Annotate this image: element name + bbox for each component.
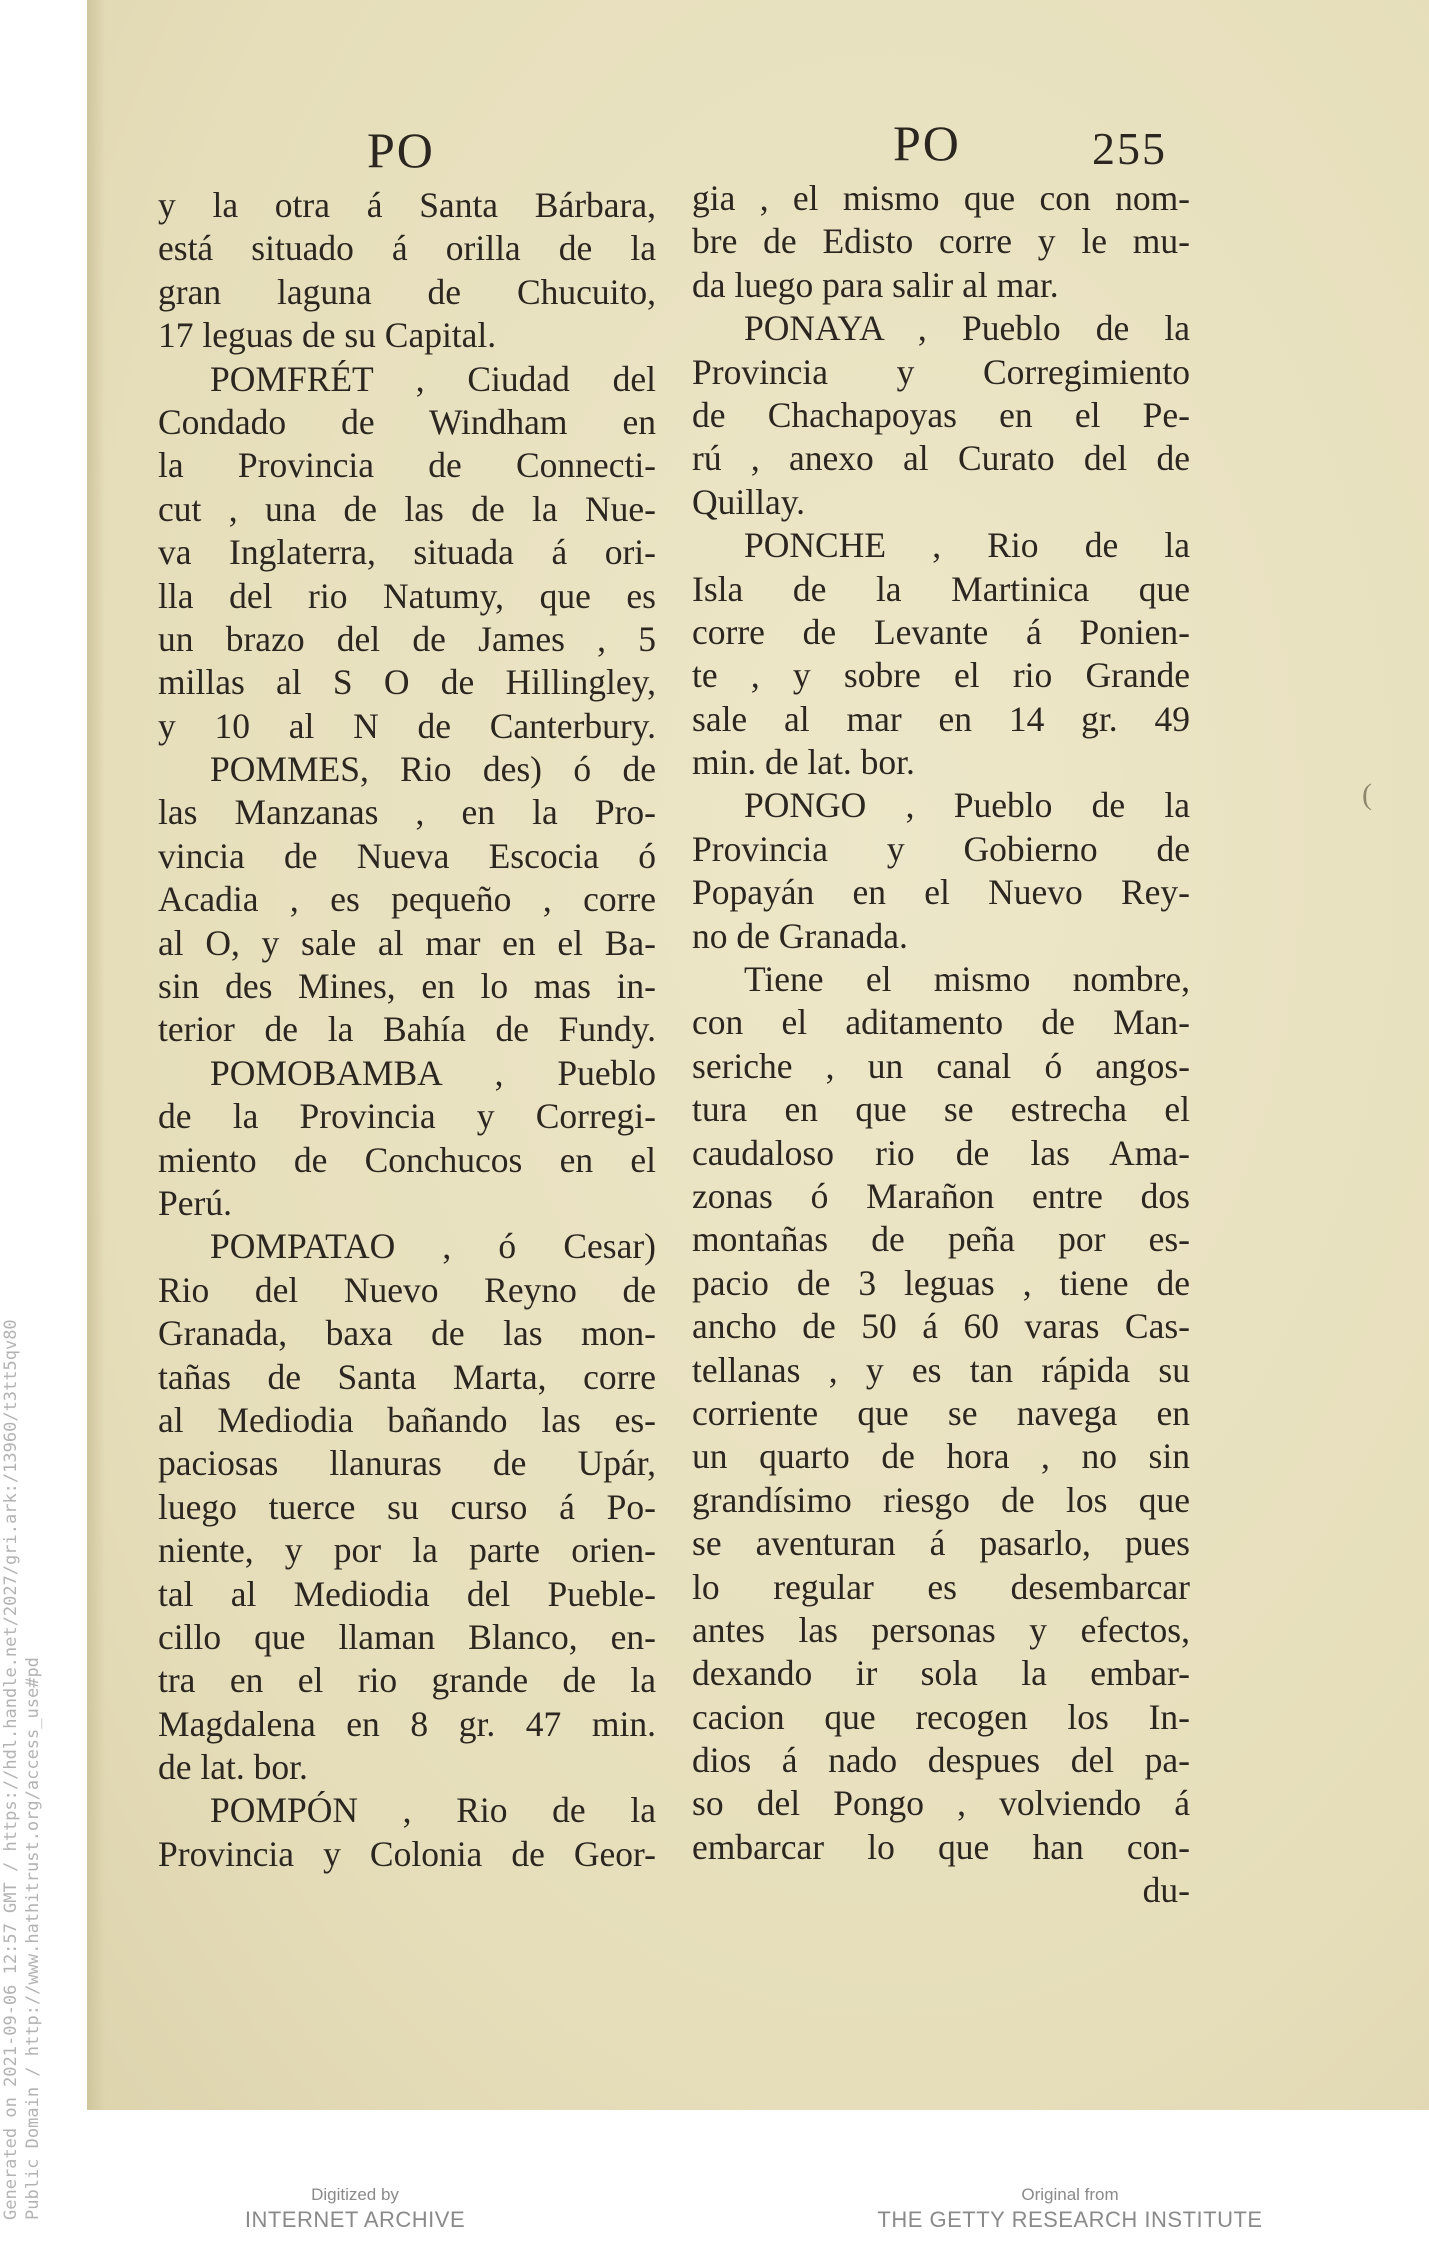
text-line: gran laguna de Chucuito,: [158, 271, 656, 312]
footer-internet-archive: INTERNET ARCHIVE: [244, 2207, 466, 2232]
footer-original-from: [850, 2184, 1290, 2234]
text-line: terior de la Bahía de Fundy.: [158, 1009, 656, 1050]
footer-digitized-by: [230, 2184, 480, 2234]
text-line: montañas de peña por es-: [692, 1219, 1190, 1260]
entry-heading-line: PONAYA , Pueblo de la: [744, 308, 1190, 349]
text-line: Condado de Windham en: [158, 401, 656, 442]
text-line: dexando ir sola la embar-: [692, 1653, 1190, 1694]
gutter-shadow: [87, 0, 105, 2110]
entry-heading-line: PONGO , Pueblo de la: [744, 785, 1190, 826]
text-line: corre de Levante á Ponien-: [692, 611, 1190, 652]
entry-heading-line: POMMES, Rio des) ó de: [210, 749, 656, 790]
text-line: grandísimo riesgo de los que: [692, 1479, 1190, 1520]
text-line: no de Granada.: [692, 915, 908, 956]
text-line: gia , el mismo que con nom-: [692, 178, 1190, 218]
text-line: so del Pongo , volviendo á: [692, 1783, 1190, 1824]
footer-original-label: Original from: [1021, 2185, 1119, 2204]
entry-heading-line: POMPÓN , Rio de la: [210, 1790, 656, 1831]
text-line: lla del rio Natumy, que es: [158, 575, 656, 616]
text-line: Isla de la Martinica que: [692, 568, 1190, 609]
text-line: cillo que llaman Blanco, en-: [158, 1616, 656, 1657]
text-line: de Chachapoyas en el Pe-: [692, 394, 1190, 435]
text-line: pacio de 3 leguas , tiene de: [692, 1262, 1190, 1303]
text-line: de la Provincia y Corregi-: [158, 1096, 656, 1137]
text-line: embarcar lo que han con-: [692, 1826, 1190, 1867]
text-line: dios á nado despues del pa-: [692, 1740, 1190, 1781]
text-line: al O, y sale al mar en el Ba-: [158, 922, 656, 963]
hathitrust-stamp: [0, 1319, 44, 2220]
footer-getty: THE GETTY RESEARCH INSTITUTE: [877, 2207, 1263, 2232]
text-line: está situado á orilla de la: [158, 228, 656, 269]
text-line: sin des Mines, en lo mas in-: [158, 966, 656, 1007]
text-line: Perú.: [158, 1182, 232, 1223]
entry-heading-line: POMOBAMBA , Pueblo: [210, 1052, 656, 1093]
text-line: tañas de Santa Marta, corre: [158, 1356, 656, 1397]
text-line: un brazo del de James , 5: [158, 618, 656, 659]
text-line: cut , una de las de la Nue-: [158, 488, 656, 529]
text-line: corriente que se navega en: [692, 1392, 1190, 1433]
text-line: Quillay.: [692, 481, 806, 522]
text-line: 17 leguas de su Capital.: [158, 315, 497, 356]
text-line: miento de Conchucos en el: [158, 1139, 656, 1180]
text-line: lo regular es desembarcar: [692, 1566, 1190, 1607]
stamp-line-1: Generated on 2021-09-06 12:57 GMT / https://hdl.handle.net/2027/gri.ark:/13960/t3tt5qv80: [1, 1319, 21, 2220]
footer-digitized-label: Digitized by: [311, 2185, 399, 2204]
text-line: tal al Mediodia del Pueble-: [158, 1573, 656, 1614]
text-line: sale al mar en 14 gr. 49: [692, 698, 1190, 739]
text-line: se aventuran á pasarlo, pues: [692, 1523, 1190, 1564]
left-column: [158, 184, 656, 1876]
paper-mark: (: [1362, 778, 1372, 811]
text-line: Magdalena en 8 gr. 47 min.: [158, 1703, 656, 1744]
stamp-line-2: Public Domain / http://www.hathitrust.org/access_use#pd: [23, 1657, 43, 2220]
right-column: [692, 177, 1190, 1913]
text-line: luego tuerce su curso á Po-: [158, 1486, 656, 1527]
text-line: Granada, baxa de las mon-: [158, 1313, 656, 1354]
text-line: tura en que se estrecha el: [692, 1089, 1190, 1130]
entry-heading-line: POMFRÉT , Ciudad del: [210, 358, 656, 399]
text-line: tellanas , y es tan rápida su: [692, 1349, 1190, 1390]
catchword: du-: [1142, 1870, 1190, 1911]
text-line: vincia de Nueva Escocia ó: [158, 835, 656, 876]
text-line: rú , anexo al Curato del de: [692, 438, 1190, 479]
text-line: Rio del Nuevo Reyno de: [158, 1269, 656, 1310]
text-line: da luego para salir al mar.: [692, 264, 1059, 305]
text-line: bre de Edisto corre y le mu-: [692, 221, 1190, 262]
text-line: de lat. bor.: [158, 1747, 308, 1788]
text-line: antes las personas y efectos,: [692, 1609, 1190, 1650]
text-line: al Mediodia bañando las es-: [158, 1399, 656, 1440]
text-line: tra en el rio grande de la: [158, 1660, 656, 1701]
text-line: cacion que recogen los In-: [692, 1696, 1190, 1737]
text-line: caudaloso rio de las Ama-: [692, 1132, 1190, 1173]
text-line: paciosas llanuras de Upár,: [158, 1443, 656, 1484]
text-line: las Manzanas , en la Pro-: [158, 792, 656, 833]
text-line: seriche , un canal ó angos-: [692, 1045, 1190, 1086]
text-line: millas al S O de Hillingley,: [158, 662, 656, 703]
text-line: Acadia , es pequeño , corre: [158, 879, 656, 920]
text-line: Popayán en el Nuevo Rey-: [692, 872, 1190, 913]
text-line: va Inglaterra, situada á ori-: [158, 532, 656, 573]
text-line: Provincia y Colonia de Geor-: [158, 1833, 656, 1874]
text-line: min. de lat. bor.: [692, 742, 915, 783]
text-line: un quarto de hora , no sin: [692, 1436, 1190, 1477]
text-line: zonas ó Marañon entre dos: [692, 1175, 1190, 1216]
running-head-right: PO: [893, 115, 961, 171]
text-line: y 10 al N de Canterbury.: [158, 705, 656, 746]
page-number: 255: [1092, 123, 1167, 174]
paragraph-first-line: Tiene el mismo nombre,: [744, 959, 1190, 1000]
text-line: te , y sobre el rio Grande: [692, 655, 1190, 696]
text-line: y la otra á Santa Bárbara,: [158, 185, 656, 225]
entry-heading-line: POMPATAO , ó Cesar): [210, 1226, 656, 1267]
text-line: con el aditamento de Man-: [692, 1002, 1190, 1043]
running-head-left: PO: [367, 122, 435, 178]
text-line: Provincia y Corregimiento: [692, 351, 1190, 392]
text-line: Provincia y Gobierno de: [692, 828, 1190, 869]
text-line: niente, y por la parte orien-: [158, 1530, 656, 1571]
text-line: la Provincia de Connecti-: [158, 445, 656, 486]
text-line: ancho de 50 á 60 varas Cas-: [692, 1306, 1190, 1347]
entry-heading-line: PONCHE , Rio de la: [744, 525, 1190, 566]
